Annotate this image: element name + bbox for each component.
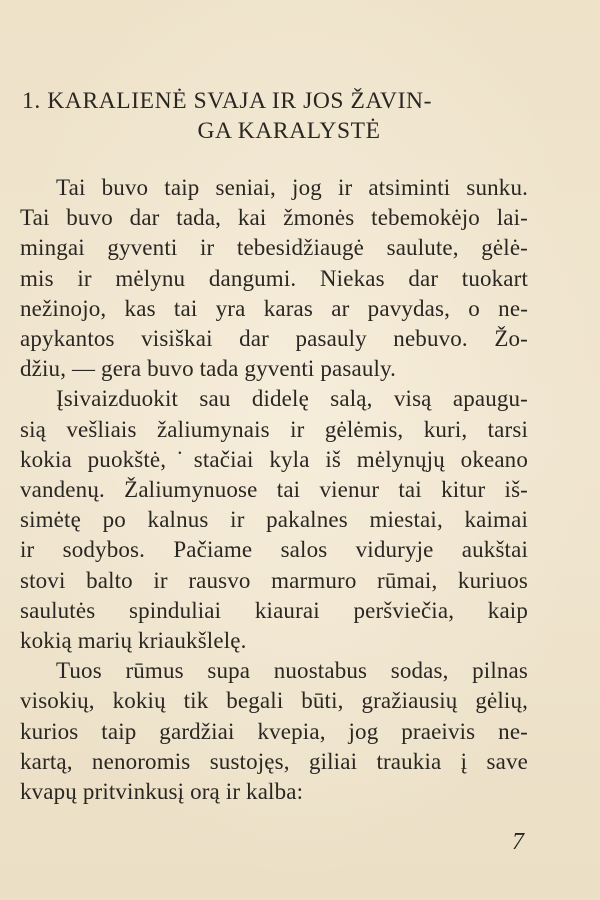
text-line: stovi balto ir rausvo marmuro rūmai, kuriuos [20, 567, 528, 593]
text-line: vandenų. Žaliumynuose tai vienur tai kitur iš- [20, 477, 528, 503]
page-number: 7 [512, 829, 524, 855]
text-line: nežinojo, kas tai yra karas ar pavydas, o ne- [20, 295, 528, 321]
text-line: sią vešliais žaliumynais ir gėlėmis, kuri, tarsi [20, 416, 528, 442]
text-line: simėtę po kalnus ir pakalnes miestai, kaimai [20, 507, 528, 533]
text-line: mingai gyventi ir tebesidžiaugė saulute, gėlė- [20, 235, 528, 261]
chapter-heading-line: 1. KARALIENĖ SVAJA IR JOS ŽAVIN- [22, 88, 433, 114]
text-line: kokia puokštė,˙stačiai kyla iš mėlynųjų okeano [20, 446, 528, 472]
text-line: saulutės spinduliai kiaurai peršviečia, kaip [20, 597, 528, 623]
text-line: Tai buvo taip seniai, jog ir atsiminti sunku. [56, 175, 528, 200]
text-line: visokių, kokių tik begali būti, gražiausių gėlių, [20, 688, 528, 714]
text-line: džiu, — gera buvo tada gyventi pasauly. [20, 356, 397, 382]
text-line: mis ir mėlynu dangumi. Niekas dar tuokart [20, 265, 528, 291]
text-line: kartą, nenoromis sustojęs, giliai traukia į save [20, 748, 528, 774]
text-line: ir sodybos. Pačiame salos viduryje aukštai [20, 537, 528, 563]
text-line: apykantos visiškai dar pasauly nebuvo. Žo- [20, 326, 528, 352]
text-line: Tai buvo dar tada, kai žmonės tebemokėjo lai- [20, 205, 528, 231]
text-line: Įsivaizduokit sau didelę salą, visą apaugu- [56, 386, 528, 412]
text-line: kokią marių kriaukšlelę. [20, 628, 247, 654]
chapter-heading-line: GA KARALYSTĖ [197, 118, 381, 144]
text-line: kurios taip gardžiai kvepia, jog praeivis ne- [20, 718, 528, 744]
chapter-heading [22, 86, 542, 146]
text-line: Tuos rūmus supa nuostabus sodas, pilnas [56, 658, 528, 684]
text-line: kvapų pritvinkusį orą ir kalba: [20, 779, 304, 805]
body-text [20, 173, 528, 807]
